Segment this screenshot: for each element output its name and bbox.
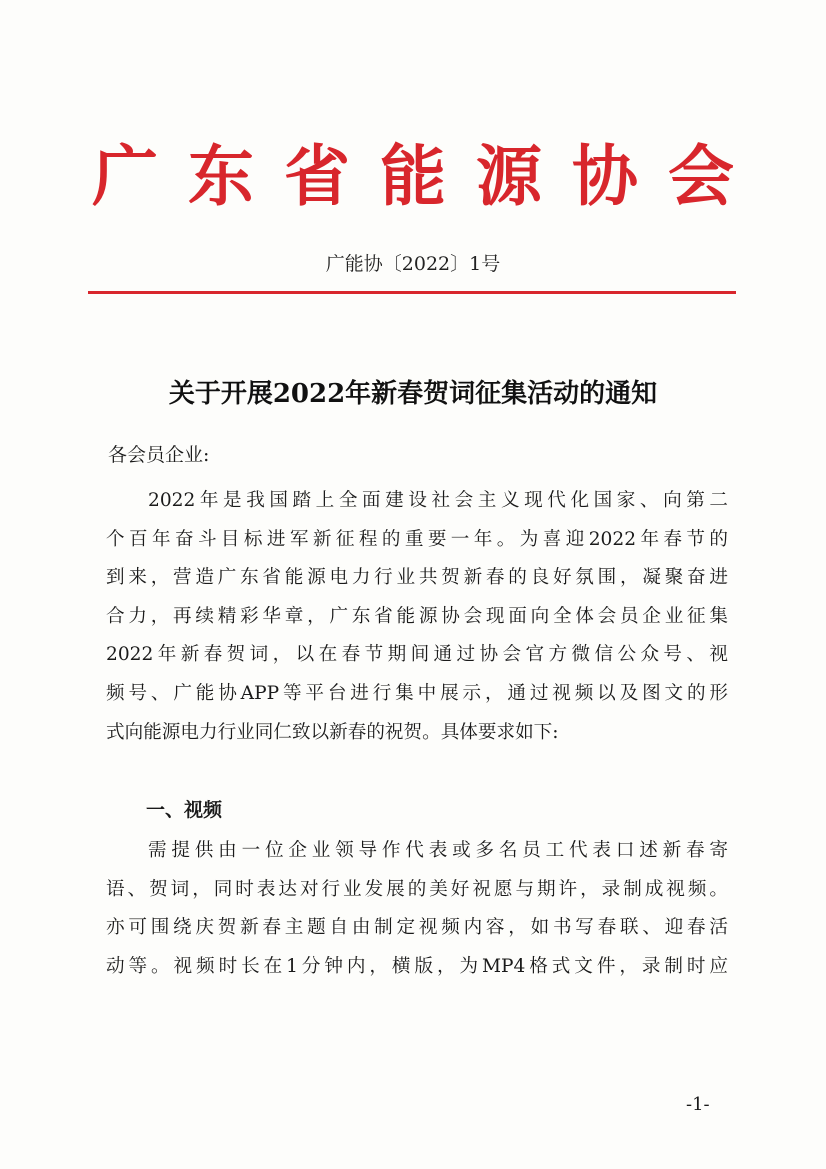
red-divider-line xyxy=(88,291,736,294)
paragraph-1-line: 式向能源电力行业同仁致以新春的祝贺。具体要求如下: xyxy=(106,721,559,743)
paragraph-1-line: 频号、广能协APP等平台进行集中展示，通过视频以及图文的形 xyxy=(106,682,728,704)
paragraph-2-line: 语、贺词，同时表达对行业发展的美好祝愿与期许，录制成视频。 xyxy=(106,878,728,900)
section-heading-video: 一、视频 xyxy=(146,799,223,821)
paragraph-2-line: 需提供由一位企业领导作代表或多名员工代表口述新春寄 xyxy=(148,840,728,861)
paragraph-1 xyxy=(106,482,728,752)
paragraph-2-line: 亦可围绕庆贺新春主题自由制定视频内容，如书写春联、迎春活 xyxy=(106,917,728,939)
paragraph-1-line: 到来，营造广东省能源电力行业共贺新春的良好氛围，凝聚奋进 xyxy=(106,567,728,589)
paragraph-1-line: 个百年奋斗目标进军新征程的重要一年。为喜迎2022年春节的 xyxy=(106,528,728,550)
paragraph-1-line: 合力，再续精彩华章，广东省能源协会现面向全体会员企业征集 xyxy=(106,605,728,627)
notice-title: 关于开展2022年新春贺词征集活动的通知 xyxy=(168,379,658,409)
salutation: 各会员企业: xyxy=(108,444,210,466)
document-number: 广能协〔2022〕1号 xyxy=(325,253,501,275)
organization-letterhead: 广东省能源协会 xyxy=(92,138,764,215)
paragraph-1-line: 2022年是我国踏上全面建设社会主义现代化国家、向第二 xyxy=(148,490,728,511)
page-number: -1- xyxy=(686,1094,710,1115)
paragraph-1-line: 2022年新春贺词，以在春节期间通过协会官方微信公众号、视 xyxy=(106,644,728,666)
paragraph-2 xyxy=(106,832,728,986)
paragraph-2-line: 动等。视频时长在1分钟内，横版，为MP4格式文件，录制时应 xyxy=(106,955,728,977)
